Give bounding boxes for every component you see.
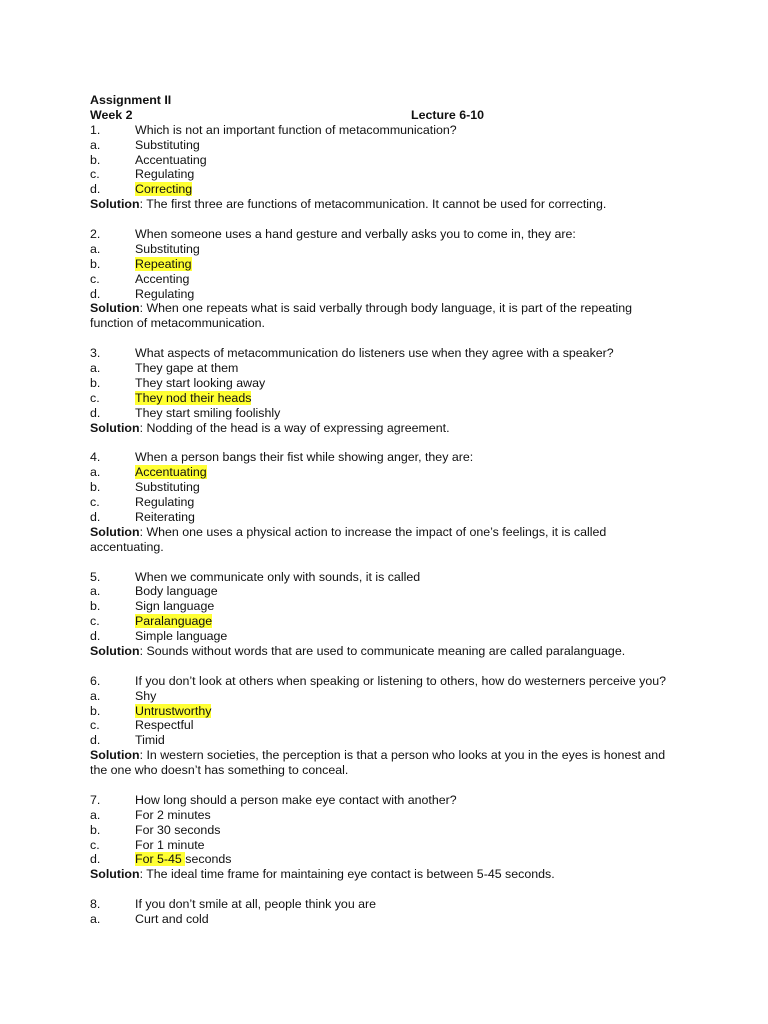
question-text: When we communicate only with sounds, it is called — [135, 569, 421, 584]
option-letter: b. — [90, 703, 101, 718]
option-letter: d. — [90, 286, 101, 301]
option-line — [90, 465, 690, 480]
option-text: Respectful — [135, 718, 194, 733]
solution-label: Solution — [90, 524, 140, 539]
option-line — [90, 852, 690, 867]
option-letter: a. — [90, 807, 101, 822]
solution-line — [90, 197, 690, 212]
solution-label: Solution — [90, 301, 140, 316]
option-line — [90, 629, 690, 644]
solution-text: : In western societies, the perception is that a person who looks at you in the eyes is honest and — [139, 748, 666, 763]
option-line — [90, 376, 690, 391]
option-letter: b. — [90, 599, 101, 614]
correct-answer-highlight: They nod their heads — [135, 390, 252, 405]
option-letter: b. — [90, 375, 101, 390]
option-letter: a. — [90, 361, 101, 376]
option-line — [90, 361, 690, 376]
option-letter: d. — [90, 733, 101, 748]
option-line — [90, 242, 690, 257]
option-letter: c. — [90, 167, 100, 182]
option-text: They start looking away — [135, 375, 266, 390]
question-number: 7. — [90, 792, 101, 807]
option-line — [90, 167, 690, 182]
option-text: Reiterating — [135, 509, 195, 524]
spacer — [90, 331, 690, 346]
option-letter: c. — [90, 271, 100, 286]
option-text: For 30 seconds — [135, 822, 221, 837]
option-letter: b. — [90, 822, 101, 837]
option-letter: a. — [90, 688, 101, 703]
option-line — [90, 912, 690, 927]
option-text-tail: seconds — [185, 852, 232, 867]
option-text: Regulating — [135, 495, 195, 510]
solution-continuation: the one who doesn’t has something to conceal. — [90, 763, 349, 778]
question-number: 2. — [90, 227, 101, 242]
option-line — [90, 510, 690, 525]
option-line — [90, 733, 690, 748]
option-line — [90, 406, 690, 421]
solution-continuation: accentuating. — [90, 539, 164, 554]
option-letter: a. — [90, 241, 101, 256]
option-line — [90, 138, 690, 153]
option-line — [90, 272, 690, 287]
option-letter: a. — [90, 584, 101, 599]
option-letter: d. — [90, 405, 101, 420]
question-block — [90, 778, 690, 882]
option-text: Substituting — [135, 137, 200, 152]
option-line — [90, 808, 690, 823]
option-letter: c. — [90, 495, 100, 510]
option-text: Sign language — [135, 599, 215, 614]
solution-text: : Nodding of the head is a way of expressing agreement. — [139, 420, 450, 435]
question-line — [90, 793, 690, 808]
solution-text: : When one repeats what is said verbally through body language, it is part of the repeating — [139, 301, 633, 316]
question-line — [90, 570, 690, 585]
option-line — [90, 182, 690, 197]
question-list — [90, 123, 690, 927]
lecture-label: Lecture 6-10 — [411, 107, 485, 122]
option-line — [90, 584, 690, 599]
option-letter: a. — [90, 911, 101, 926]
question-line — [90, 450, 690, 465]
option-text: Curt and cold — [135, 911, 209, 926]
solution-line — [90, 301, 690, 316]
option-text: Regulating — [135, 167, 195, 182]
document-page — [90, 93, 690, 927]
solution-line — [90, 748, 690, 763]
option-letter: b. — [90, 152, 101, 167]
solution-text: : The ideal time frame for maintaining eye contact is between 5-45 seconds. — [139, 867, 555, 882]
correct-answer-highlight: Correcting — [135, 182, 193, 197]
question-block — [90, 659, 690, 778]
option-line — [90, 689, 690, 704]
solution-line — [90, 525, 690, 540]
question-number: 3. — [90, 346, 101, 361]
solution-text: : The first three are functions of metacommunication. It cannot be used for correcting. — [139, 197, 607, 212]
question-block — [90, 555, 690, 659]
question-block — [90, 882, 690, 927]
correct-answer-highlight: Untrustworthy — [135, 703, 212, 718]
spacer — [90, 555, 690, 570]
correct-answer-highlight: Accentuating — [135, 465, 207, 480]
option-line — [90, 718, 690, 733]
option-text: Substituting — [135, 241, 200, 256]
option-line — [90, 391, 690, 406]
option-letter: d. — [90, 509, 101, 524]
option-text: Regulating — [135, 286, 195, 301]
option-letter: c. — [90, 718, 100, 733]
option-line — [90, 257, 690, 272]
question-text: What aspects of metacommunication do listeners use when they agree with a speaker? — [135, 346, 614, 361]
option-line — [90, 599, 690, 614]
question-block — [90, 212, 690, 331]
solution-label: Solution — [90, 420, 140, 435]
solution-line — [90, 644, 690, 659]
solution-text: : When one uses a physical action to increase the impact of one’s feelings, it is called — [139, 524, 607, 539]
question-block — [90, 123, 690, 212]
option-line — [90, 823, 690, 838]
option-letter: a. — [90, 465, 101, 480]
option-letter: b. — [90, 480, 101, 495]
option-text: For 2 minutes — [135, 807, 211, 822]
question-block — [90, 331, 690, 435]
option-letter: c. — [90, 837, 100, 852]
option-text: Shy — [135, 688, 157, 703]
option-text: Simple language — [135, 629, 228, 644]
option-text: They start smiling foolishly — [135, 405, 281, 420]
option-line — [90, 153, 690, 168]
option-line — [90, 495, 690, 510]
solution-label: Solution — [90, 867, 140, 882]
header-row — [90, 108, 690, 123]
option-line — [90, 614, 690, 629]
option-letter: d. — [90, 852, 101, 867]
question-line — [90, 346, 690, 361]
solution-line — [90, 867, 690, 882]
correct-answer-highlight: Paralanguage — [135, 614, 213, 629]
spacer — [90, 212, 690, 227]
question-text: Which is not an important function of metacommunication? — [135, 122, 457, 137]
question-text: If you don’t smile at all, people think you are — [135, 897, 377, 912]
option-letter: d. — [90, 182, 101, 197]
question-line — [90, 674, 690, 689]
option-text: Substituting — [135, 480, 200, 495]
option-letter: c. — [90, 390, 100, 405]
question-line — [90, 227, 690, 242]
solution-label: Solution — [90, 643, 140, 658]
spacer — [90, 659, 690, 674]
option-line — [90, 838, 690, 853]
option-letter: c. — [90, 614, 100, 629]
option-text: Timid — [135, 733, 165, 748]
solution-continuation: function of metacommunication. — [90, 316, 265, 331]
question-line — [90, 897, 690, 912]
option-text: They gape at them — [135, 361, 239, 376]
spacer — [90, 882, 690, 897]
question-text: How long should a person make eye contact with another? — [135, 792, 457, 807]
option-letter: d. — [90, 629, 101, 644]
assignment-title: Assignment II — [90, 93, 172, 107]
correct-answer-highlight: Repeating — [135, 256, 192, 271]
option-line — [90, 704, 690, 719]
option-text: Accenting — [135, 271, 190, 286]
question-number: 8. — [90, 897, 101, 912]
question-text: If you don’t look at others when speaking or listening to others, how do westerners perceive you? — [135, 673, 667, 688]
question-number: 6. — [90, 673, 101, 688]
option-letter: b. — [90, 256, 101, 271]
solution-label: Solution — [90, 197, 140, 212]
solution-line — [90, 421, 690, 436]
question-number: 4. — [90, 450, 101, 465]
spacer — [90, 778, 690, 793]
spacer — [90, 435, 690, 450]
option-line — [90, 287, 690, 302]
question-text: When someone uses a hand gesture and verbally asks you to come in, they are: — [135, 227, 576, 242]
correct-answer-highlight: For 5-45 — [135, 852, 186, 867]
week-label: Week 2 — [90, 107, 133, 122]
question-line — [90, 123, 690, 138]
question-number: 5. — [90, 569, 101, 584]
question-block — [90, 435, 690, 554]
option-line — [90, 480, 690, 495]
question-number: 1. — [90, 122, 101, 137]
option-text: Accentuating — [135, 152, 207, 167]
option-text: For 1 minute — [135, 837, 205, 852]
option-letter: a. — [90, 137, 101, 152]
solution-label: Solution — [90, 748, 140, 763]
option-text: Body language — [135, 584, 218, 599]
solution-text: : Sounds without words that are used to communicate meaning are called paralanguage. — [139, 643, 626, 658]
question-text: When a person bangs their fist while showing anger, they are: — [135, 450, 474, 465]
